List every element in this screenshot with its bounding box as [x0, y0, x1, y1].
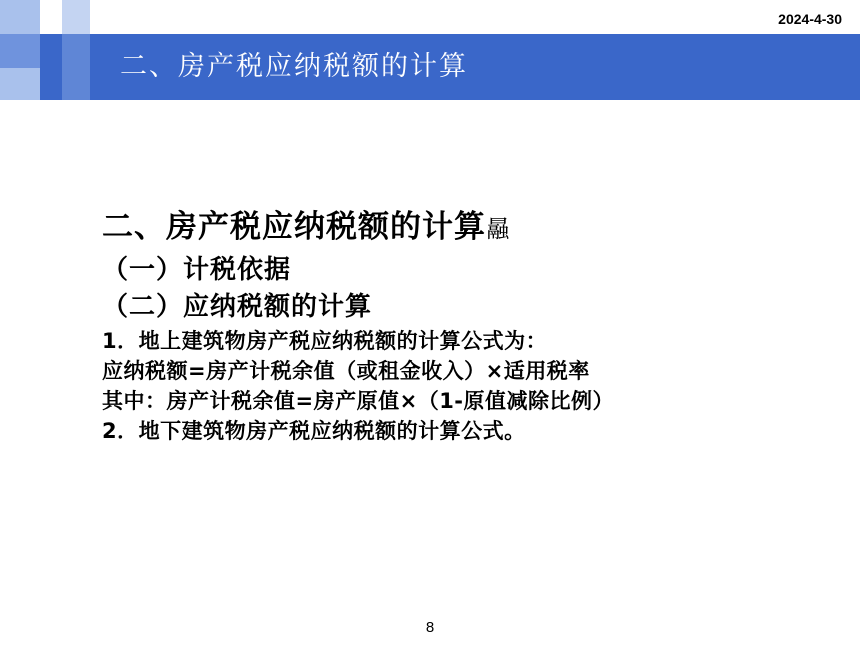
decor-square	[0, 0, 40, 34]
slide-content	[102, 204, 822, 446]
content-heading-tail: 曧	[486, 215, 511, 243]
date-label: 2024-4-30	[778, 11, 842, 27]
content-heading	[102, 204, 822, 252]
decor-square	[62, 34, 90, 100]
decor-square	[0, 68, 40, 100]
body-line: 应纳税额=房产计税余值（或租金收入）×适用税率	[102, 359, 590, 383]
content-heading-text: 二、房产税应纳税额的计算	[102, 209, 486, 245]
decor-square	[0, 34, 40, 68]
page-number: 8	[425, 619, 435, 636]
subheading: （二）应纳税额的计算	[102, 292, 373, 322]
page-title: 二、房产税应纳税额的计算	[120, 51, 468, 82]
body-line: 1．地上建筑物房产税应纳税额的计算公式为：	[102, 329, 548, 353]
decor-square	[62, 0, 90, 34]
subheading: （一）计税依据	[102, 255, 292, 285]
body-line: 其中：房产计税余值=房产原值×（1-原值减除比例）	[102, 389, 615, 413]
body-line: 2．地下建筑物房产税应纳税额的计算公式。	[102, 419, 526, 443]
